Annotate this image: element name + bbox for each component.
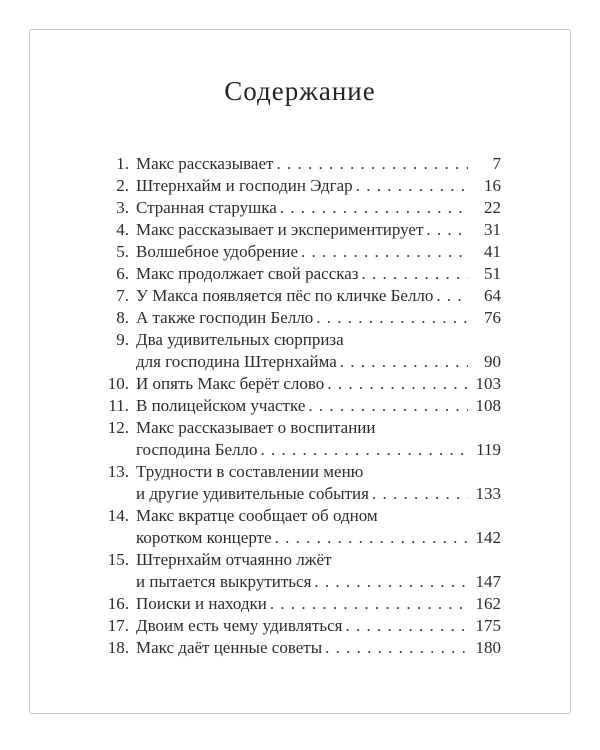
entry-page-number: 64 [484, 286, 501, 305]
dot-leader [301, 241, 468, 263]
dot-leader [280, 197, 468, 219]
entry-title: Два удивительных сюрприза [136, 330, 344, 349]
dot-leader [340, 351, 468, 373]
entry-number: 5. [116, 242, 129, 261]
entry-page-number: 162 [475, 594, 501, 613]
entry-title: Штернхайм и господин Эдгар [136, 176, 353, 195]
entry-number: 15. [107, 550, 129, 569]
entry-page-number: 103 [475, 374, 501, 393]
entry-title: В полицейском участке [136, 396, 306, 415]
toc-line [99, 329, 501, 351]
toc-line [99, 153, 501, 175]
dot-leader [261, 439, 468, 461]
dot-leader [308, 395, 468, 417]
toc-entry [99, 285, 501, 307]
toc-entry [99, 637, 501, 659]
entry-number: 6. [116, 264, 129, 283]
entry-page-number: 16 [484, 176, 501, 195]
dot-leader [346, 615, 469, 637]
toc-entry [99, 395, 501, 417]
dot-leader [436, 285, 468, 307]
entry-title: И опять Макс берёт слово [136, 374, 325, 393]
dot-leader [426, 219, 468, 241]
entry-page-number: 41 [484, 242, 501, 261]
dot-leader [372, 483, 468, 505]
toc-line [99, 637, 501, 659]
toc-entry [99, 329, 501, 373]
entry-number: 17. [107, 616, 129, 635]
dot-leader [316, 307, 468, 329]
entry-title: Волшебное удобрение [136, 242, 298, 261]
entry-page-number: 7 [492, 154, 501, 173]
entry-title: Макс вкратце сообщает об одном [136, 506, 378, 525]
dot-leader [270, 593, 468, 615]
entry-title: Штернхайм отчаянно лжёт [136, 550, 332, 569]
toc-line-continuation [99, 351, 501, 373]
entry-page-number: 147 [475, 572, 501, 591]
entry-page-number: 175 [475, 616, 501, 635]
entry-title: Странная старушка [136, 198, 277, 217]
entry-title: Макс рассказывает и экспериментирует [136, 220, 424, 239]
entry-title: Макс рассказывает [136, 154, 274, 173]
entry-number: 13. [107, 462, 129, 481]
toc-line [99, 241, 501, 263]
entry-number: 18. [107, 638, 129, 657]
entry-number: 10. [107, 374, 129, 393]
entry-page-number: 142 [475, 528, 501, 547]
toc-entry [99, 153, 501, 175]
entry-page-number: 119 [476, 440, 501, 459]
entry-title-continuation: коротком концерте [136, 528, 272, 547]
entry-title: Поиски и находки [136, 594, 267, 613]
dot-leader [276, 153, 468, 175]
entry-title-continuation: господина Белло [136, 440, 258, 459]
entry-title: Макс рассказывает о воспитании [136, 418, 376, 437]
entry-number: 1. [116, 154, 129, 173]
entry-page-number: 22 [484, 198, 501, 217]
toc-entry [99, 197, 501, 219]
entry-number: 3. [116, 198, 129, 217]
entry-number: 4. [116, 220, 129, 239]
entry-number: 14. [107, 506, 129, 525]
dot-leader [325, 637, 468, 659]
toc-line-continuation [99, 571, 501, 593]
entry-number: 2. [116, 176, 129, 195]
contents-title: Содержание [224, 76, 376, 106]
toc-line [99, 219, 501, 241]
entry-page-number: 180 [475, 638, 501, 657]
entry-number: 9. [116, 330, 129, 349]
toc-line [99, 395, 501, 417]
toc-list [99, 153, 501, 659]
entry-title: Трудности в составлении меню [136, 462, 364, 481]
entry-title: Двоим есть чему удивляться [136, 616, 343, 635]
toc-entry [99, 219, 501, 241]
toc-entry [99, 615, 501, 637]
toc-line [99, 307, 501, 329]
toc-entry [99, 241, 501, 263]
dot-leader [356, 175, 468, 197]
toc-line-continuation [99, 439, 501, 461]
toc-line [99, 417, 501, 439]
entry-title: Макс продолжает свой рассказ [136, 264, 359, 283]
entry-page-number: 133 [475, 484, 501, 503]
toc-line-continuation [99, 527, 501, 549]
entry-number: 12. [107, 418, 129, 437]
toc-line [99, 175, 501, 197]
dot-leader [314, 571, 468, 593]
entry-number: 16. [107, 594, 129, 613]
entry-page-number: 51 [484, 264, 501, 283]
toc-line [99, 263, 501, 285]
dot-leader [327, 373, 468, 395]
toc-entry [99, 549, 501, 593]
toc-line [99, 549, 501, 571]
toc-entry [99, 505, 501, 549]
toc-entry [99, 175, 501, 197]
toc-line-continuation [99, 483, 501, 505]
entry-page-number: 76 [484, 308, 501, 327]
entry-number: 8. [116, 308, 129, 327]
entry-number: 7. [116, 286, 129, 305]
dot-leader [275, 527, 468, 549]
toc-entry [99, 263, 501, 285]
toc-line [99, 197, 501, 219]
toc-line [99, 615, 501, 637]
toc-entry [99, 373, 501, 395]
toc-line [99, 505, 501, 527]
toc-entry [99, 593, 501, 615]
entry-number: 11. [108, 396, 129, 415]
entry-title: У Макса появляется пёс по кличке Белло [136, 286, 434, 305]
entry-title-continuation: и другие удивительные события [136, 484, 369, 503]
entry-page-number: 90 [484, 352, 501, 371]
toc-line [99, 285, 501, 307]
toc-entry [99, 461, 501, 505]
toc-line [99, 461, 501, 483]
entry-page-number: 108 [475, 396, 501, 415]
entry-title: Макс даёт ценные советы [136, 638, 323, 657]
toc-entry [99, 417, 501, 461]
entry-title-continuation: и пытается выкрутиться [136, 572, 312, 591]
toc-line [99, 593, 501, 615]
entry-title-continuation: для господина Штернхайма [136, 352, 337, 371]
entry-title: А также господин Белло [136, 308, 314, 327]
entry-page-number: 31 [484, 220, 501, 239]
toc-entry [99, 307, 501, 329]
dot-leader [362, 263, 468, 285]
toc-line [99, 373, 501, 395]
